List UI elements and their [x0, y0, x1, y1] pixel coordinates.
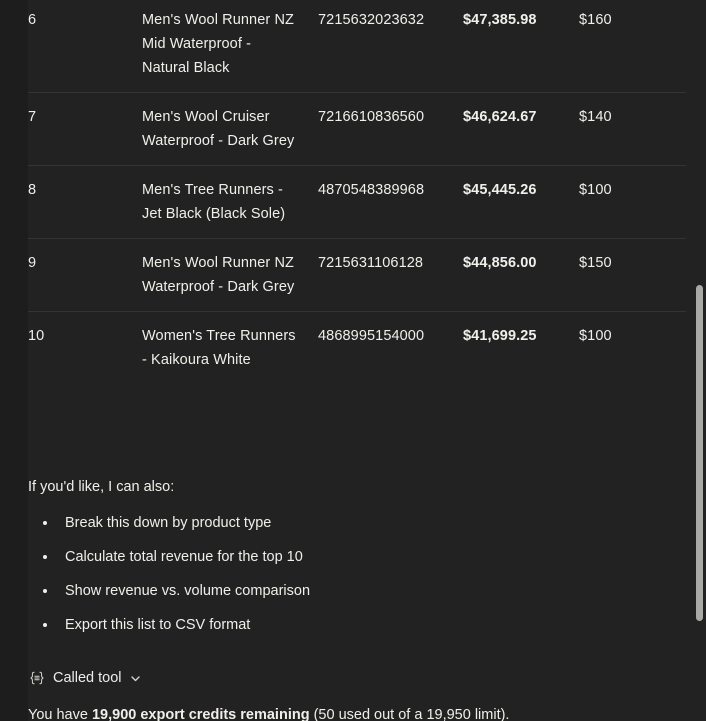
table-row: [28, 312, 686, 385]
cell-rank: 10: [28, 312, 142, 385]
cell-revenue: $44,856.00: [463, 239, 579, 312]
cell-product: Men's Tree Runners - Jet Black (Black Sole): [142, 166, 318, 239]
list-item: [28, 512, 668, 534]
bullet-icon: [43, 521, 47, 525]
table-body: [28, 0, 686, 384]
scrollbar-thumb[interactable]: [696, 285, 703, 621]
cell-variant-id: 4870548389968: [318, 166, 463, 239]
followup-lead: If you'd like, I can also:: [28, 479, 175, 495]
cell-product: Men's Wool Runner NZ Mid Waterproof - Natural Black: [142, 0, 318, 93]
cell-variant-id: 7215631106128: [318, 239, 463, 312]
list-item-label: Break this down by product type: [65, 515, 272, 531]
cell-variant-id: 7216610836560: [318, 93, 463, 166]
export-credits-note: [28, 704, 706, 721]
followup-suggestions-block: [28, 476, 668, 648]
bullet-icon: [43, 589, 47, 593]
cell-price: $140: [579, 93, 686, 166]
cell-revenue: $41,699.25: [463, 312, 579, 385]
table-row: [28, 0, 686, 93]
list-item-label: Export this list to CSV format: [65, 617, 251, 633]
chevron-down-icon[interactable]: [129, 671, 143, 685]
cell-revenue: $46,624.67: [463, 93, 579, 166]
cell-rank: 9: [28, 239, 142, 312]
list-item-label: Show revenue vs. volume comparison: [65, 583, 311, 599]
message-content: [28, 0, 686, 721]
list-item: [28, 580, 668, 602]
cell-rank: 8: [28, 166, 142, 239]
top-products-table-wrapper: [28, 0, 686, 384]
scrollbar-track[interactable]: [692, 0, 706, 721]
cell-product: Men's Wool Runner NZ Waterproof - Dark Grey: [142, 239, 318, 312]
bullet-icon: [43, 555, 47, 559]
cell-rank: 6: [28, 0, 142, 93]
left-gutter: [0, 0, 28, 721]
called-tool-label: Called tool: [53, 670, 122, 686]
cell-price: $160: [579, 0, 686, 93]
cell-rank: 7: [28, 93, 142, 166]
credits-prefix: You have: [28, 707, 92, 721]
list-item: [28, 614, 668, 636]
list-item: [28, 546, 668, 568]
credits-highlight: 19,900 export credits remaining: [91, 707, 310, 721]
cell-variant-id: 4868995154000: [318, 312, 463, 385]
cell-price: $100: [579, 312, 686, 385]
cell-revenue: $45,445.26: [463, 166, 579, 239]
table-row: [28, 166, 686, 239]
bullet-icon: [43, 623, 47, 627]
list-item-label: Calculate total revenue for the top 10: [65, 549, 303, 565]
cell-variant-id: 7215632023632: [318, 0, 463, 93]
tool-braces-icon: [28, 669, 46, 687]
called-tool-toggle[interactable]: [28, 669, 143, 687]
table-row: [28, 239, 686, 312]
cell-price: $150: [579, 239, 686, 312]
cell-price: $100: [579, 166, 686, 239]
top-products-table: [28, 0, 686, 384]
credits-suffix: (50 used out of a 19,950 limit).: [309, 707, 510, 721]
table-row: [28, 93, 686, 166]
cell-product: Men's Wool Cruiser Waterproof - Dark Grey: [142, 93, 318, 166]
cell-product: Women's Tree Runners - Kaikoura White: [142, 312, 318, 385]
followup-list: [28, 512, 668, 636]
cell-revenue: $47,385.98: [463, 0, 579, 93]
